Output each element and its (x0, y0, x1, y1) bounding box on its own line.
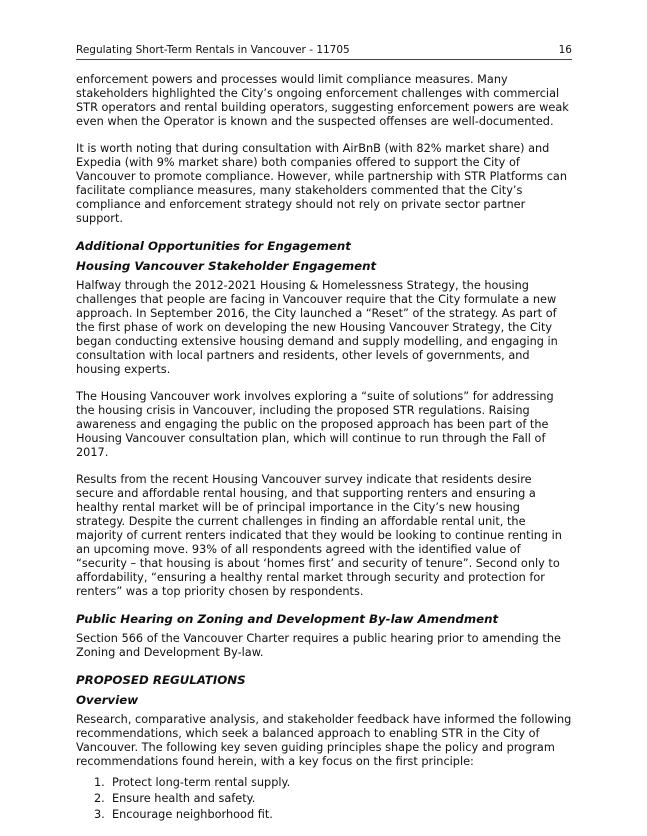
list-item (76, 807, 572, 823)
paragraph-guiding-principles-intro: Research, comparative analysis, and stakeholder feedback have informed the following recommendations, which seek a balanced approach to enabling STR in the City of Vancouver. The following key seven guiding principles shape the policy and program recommendations found herein, with a key focus on the first principle: (76, 713, 572, 768)
heading-public-hearing: Public Hearing on Zoning and Development By-law Amendment (76, 612, 499, 626)
paragraph-enforcement-powers: enforcement powers and processes would limit compliance measures. Many stakeholders highlighted the City’s ongoing enforcement challenges with commercial STR operators and rental building operators, suggesting enforcement powers are weak even when the Operator is known and the suspected offenses are well-documented. (76, 73, 569, 128)
guiding-principles-list (76, 775, 572, 823)
heading-overview: Overview (76, 693, 139, 707)
list-item-number: 2. (94, 792, 105, 805)
paragraph-vancouver-charter: Section 566 of the Vancouver Charter requires a public hearing prior to amending the Zoning and Development By-law. (76, 632, 561, 659)
header-divider (76, 59, 572, 60)
page-body (76, 73, 572, 823)
page-header (76, 43, 572, 57)
header-title: Regulating Short-Term Rentals in Vancouver - 11705 (76, 44, 350, 56)
paragraph-survey-results: Results from the recent Housing Vancouver survey indicate that residents desire secure and affordable rental housing, and that supporting renters and ensuring a healthy rental market will be of principal importance in the City’s new housing strategy. Despite the current challenges in finding an affordable rental unit, the majority of current renters indicated that they would be looking to continue renting in an upcoming move. 93% of all respondents agreed with the identified value of “security – that housing is about ‘homes first’ and security of tenure”. Second only to affordability, “ensuring a healthy rental market through security and protection for renters” was a top priority chosen by respondents. (76, 473, 562, 598)
list-item-text: Ensure health and safety. (112, 792, 256, 805)
list-item-text: Protect long-term rental supply. (112, 776, 291, 789)
paragraph-housing-reset: Halfway through the 2012-2021 Housing & Homelessness Strategy, the housing challenges that people are facing in Vancouver require that the City formulate a new approach. In September 2016, the City launched a “Reset” of the strategy. As part of the first phase of work on developing the new Housing Vancouver Strategy, the City began conducting extensive housing demand and supply modelling, and engaging in consultation with local partners and residents, other levels of governments, and housing experts. (76, 279, 558, 376)
heading-housing-vancouver-engagement: Housing Vancouver Stakeholder Engagement (76, 259, 377, 273)
heading-proposed-regulations: PROPOSED REGULATIONS (76, 673, 246, 687)
list-item-text: Encourage neighborhood fit. (112, 808, 273, 821)
heading-additional-opportunities: Additional Opportunities for Engagement (76, 239, 351, 253)
page-number: 16 (558, 44, 572, 56)
list-item (76, 775, 572, 791)
paragraph-suite-of-solutions: The Housing Vancouver work involves exploring a “suite of solutions” for addressing the housing crisis in Vancouver, including the proposed STR regulations. Raising awareness and engaging the public on the proposed approach has been part of the Housing Vancouver consultation plan, which will continue to run through the Fall of 2017. (76, 390, 554, 459)
list-item-number: 1. (94, 776, 105, 789)
list-item-number: 3. (94, 808, 105, 821)
list-item (76, 791, 572, 807)
paragraph-platform-partnership: It is worth noting that during consultation with AirBnB (with 82% market share) and Expedia (with 9% market share) both companies offered to support the City of Vancouver to promote compliance. However, while partnership with STR Platforms can facilitate compliance measures, many stakeholders commented that the City’s compliance and enforcement strategy should not rely on private sector partner support. (76, 142, 568, 225)
